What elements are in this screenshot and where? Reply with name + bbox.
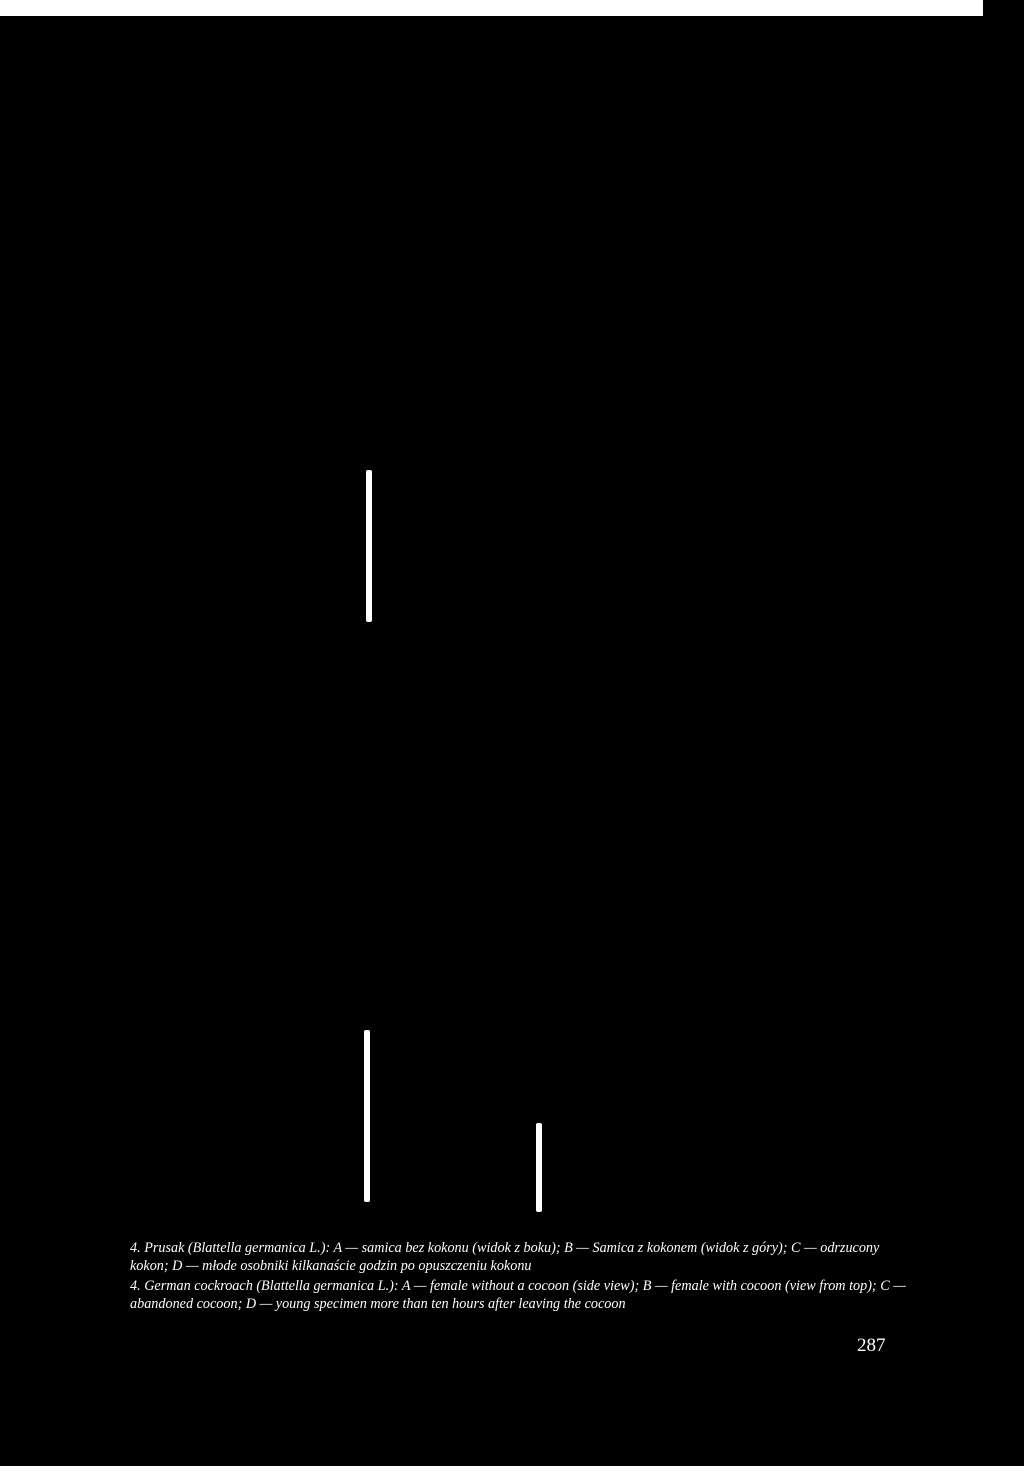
scale-bar	[366, 470, 372, 622]
page-number: 287	[857, 1335, 886, 1356]
scale-bar	[364, 1030, 370, 1202]
caption-english: 4. German cockroach (Blattella germanica L.): A — female without a cocoon (side view); B — female with cocoon (view from top); C — abandoned cocoon; D — young specimen more than ten hours after leaving the cocoon	[130, 1278, 906, 1312]
scale-bar	[536, 1123, 542, 1212]
photo-plate	[0, 16, 1024, 1216]
caption-polish: 4. Prusak (Blattella germanica L.): A — samica bez kokonu (widok z boku); B — Samica z kokonem (widok z góry); C — odrzucony kokon; D — młode osobniki kilkanaście godzin po opuszczeniu kokonu	[130, 1240, 880, 1274]
scan-bottom-edge	[0, 1466, 1024, 1481]
scan-top-edge	[0, 0, 983, 16]
